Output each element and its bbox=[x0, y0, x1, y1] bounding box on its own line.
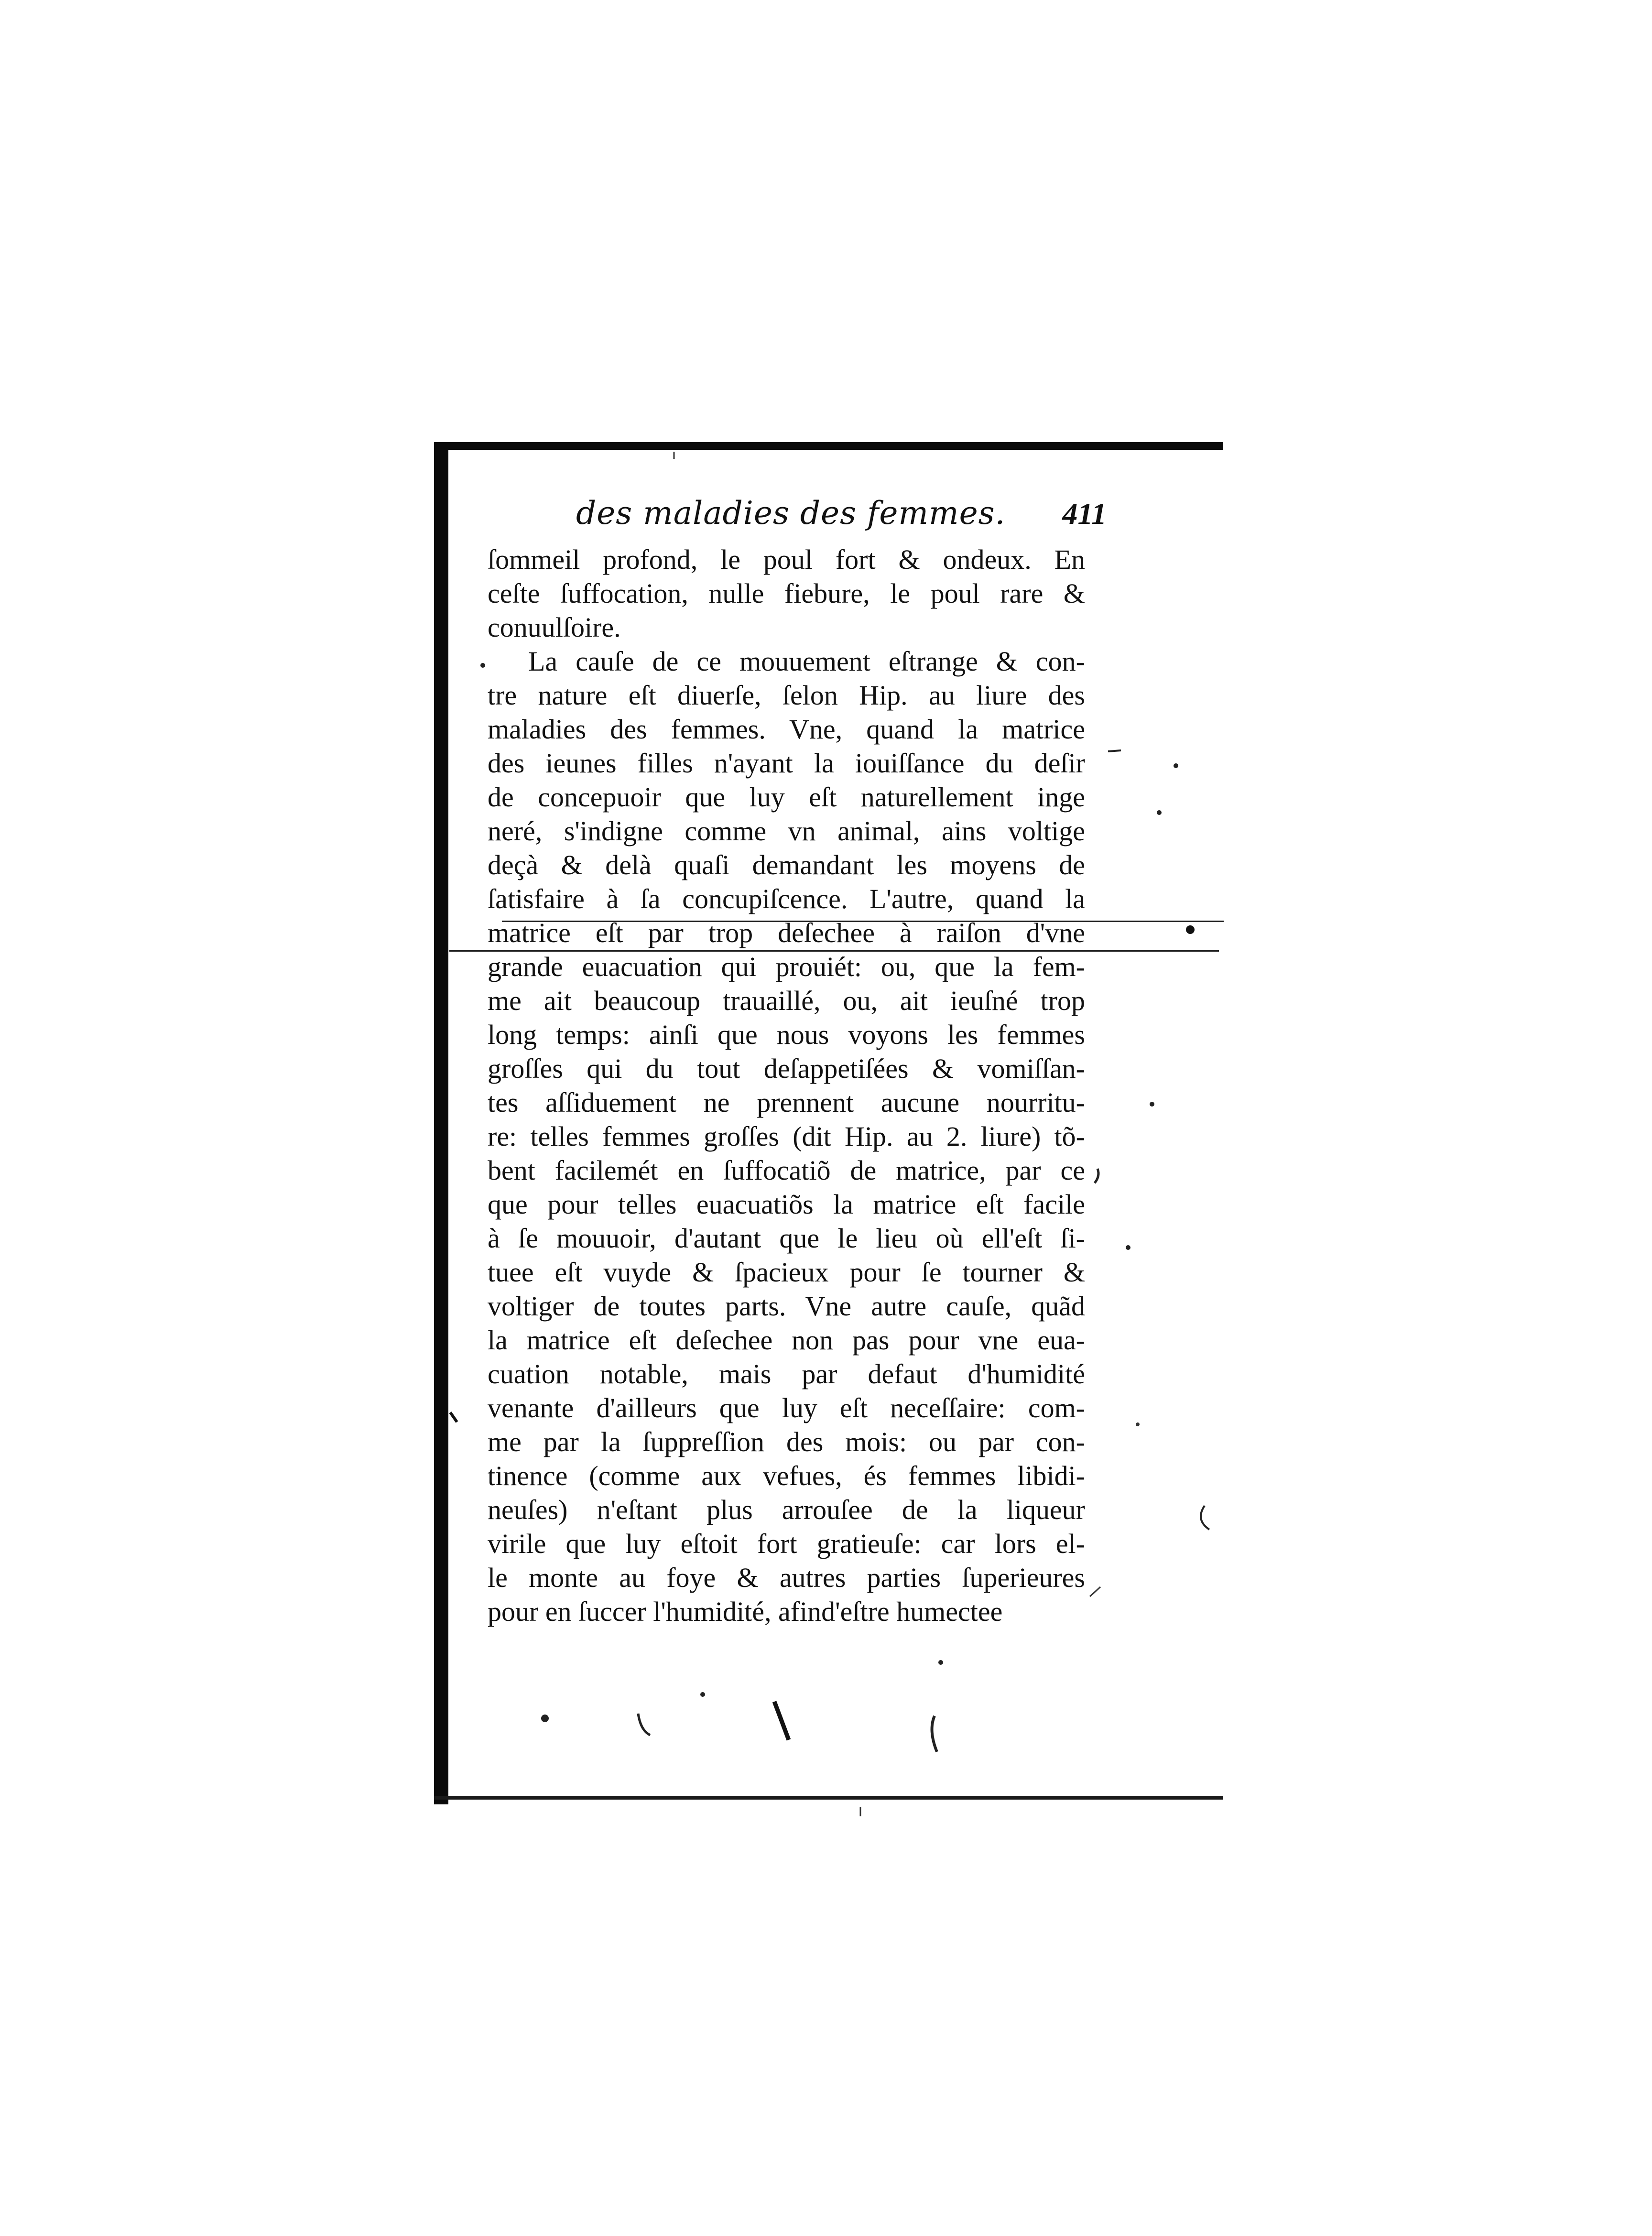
speck bbox=[638, 1714, 650, 1735]
text-line: conuulſoire. bbox=[488, 612, 621, 643]
page-number: 411 bbox=[1062, 497, 1107, 531]
text-line: virile que luy eſtoit fort gratieuſe: car lors el- bbox=[488, 1528, 1085, 1559]
text-line: neré, s'indigne comme vn animal, ains voltige bbox=[488, 815, 1085, 847]
text-line: tuee eſt vuyde & ſpacieux pour ſe tourner & bbox=[488, 1257, 1085, 1288]
text-line: La cauſe de ce mouuement eſtrange & con- bbox=[528, 646, 1085, 677]
text-line: me ait beaucoup trauaillé, ou, ait ieuſné trop bbox=[488, 985, 1085, 1016]
speck bbox=[1090, 1587, 1100, 1596]
text-line: ſatisfaire à ſa concupiſcence. L'autre, quand la bbox=[488, 883, 1085, 914]
text-line: venante d'ailleurs que luy eſt neceſſaire: com- bbox=[488, 1392, 1085, 1423]
page-border-left bbox=[434, 442, 448, 1804]
text-line: me par la ſuppreſſion des mois: ou par con- bbox=[488, 1426, 1085, 1457]
speck bbox=[450, 1412, 457, 1422]
speck bbox=[1157, 810, 1162, 815]
text-line: deçà & delà quaſi demandant les moyens de bbox=[488, 849, 1085, 880]
text-line: ſommeil profond, le poul fort & ondeux. En bbox=[488, 544, 1085, 575]
text-line: neuſes) n'eſtant plus arrouſee de la liqueur bbox=[488, 1494, 1085, 1525]
speck bbox=[1136, 1422, 1140, 1426]
speck bbox=[1174, 763, 1178, 768]
text-line: maladies des femmes. Vne, quand la matrice bbox=[488, 714, 1085, 745]
text-line: long temps: ainſi que nous voyons les femmes bbox=[488, 1019, 1085, 1050]
text-line: re: telles femmes groſſes (dit Hip. au 2. liure) tõ- bbox=[488, 1121, 1085, 1152]
text-line: de concepuoir que luy eſt naturellement inge bbox=[488, 782, 1085, 813]
text-line: tre nature eſt diuerſe, ſelon Hip. au liure des bbox=[488, 680, 1085, 711]
speck bbox=[1126, 1245, 1130, 1250]
text-line: voltiger de toutes parts. Vne autre cauſe, quãd bbox=[488, 1291, 1085, 1322]
speck bbox=[1095, 1169, 1098, 1183]
text-line: groſſes qui du tout deſappetiſées & vomiſſan- bbox=[488, 1053, 1085, 1084]
speck bbox=[480, 663, 485, 668]
text-line: tinence (comme aux vefues, és femmes libidi- bbox=[488, 1460, 1085, 1491]
speck bbox=[774, 1702, 789, 1740]
text-line: matrice eſt par trop deſechee à raiſon d'vne bbox=[488, 917, 1085, 948]
body-text bbox=[488, 543, 1085, 1628]
text-line: tes aſſiduement ne prennent aucune nourritu- bbox=[488, 1087, 1085, 1118]
text-line: des ieunes filles n'ayant la iouiſſance du deſir bbox=[488, 748, 1085, 779]
speck bbox=[541, 1715, 549, 1722]
text-line: que pour telles euacuatiõs la matrice eſt facile bbox=[488, 1189, 1085, 1220]
text-line: ceſte ſuffocation, nulle fiebure, le poul rare & bbox=[488, 578, 1085, 609]
page-border-bottom bbox=[434, 1796, 1223, 1800]
speck bbox=[1186, 925, 1195, 934]
text-line: cuation notable, mais par defaut d'humidité bbox=[488, 1358, 1085, 1389]
speck bbox=[1108, 750, 1121, 751]
speck bbox=[932, 1716, 937, 1752]
text-line: à ſe mouuoir, d'autant que le lieu où ell'eſt ſi- bbox=[488, 1223, 1085, 1254]
running-title: des maladies des femmes. bbox=[576, 495, 1006, 532]
speck bbox=[938, 1660, 943, 1665]
speck bbox=[1201, 1506, 1209, 1530]
speck bbox=[1150, 1102, 1154, 1107]
speck bbox=[700, 1692, 705, 1697]
page-border-top bbox=[434, 442, 1223, 450]
text-line: le monte au foye & autres parties ſuperieures bbox=[488, 1562, 1085, 1593]
text-line: pour en ſuccer l'humidité, afind'eſtre humectee bbox=[488, 1596, 1003, 1627]
text-line: la matrice eſt deſechee non pas pour vne eua- bbox=[488, 1324, 1085, 1356]
text-line: bent facilemét en ſuffocatiõ de matrice, par ce bbox=[488, 1155, 1085, 1186]
text-line: grande euacuation qui prouiét: ou, que la fem- bbox=[488, 951, 1085, 982]
